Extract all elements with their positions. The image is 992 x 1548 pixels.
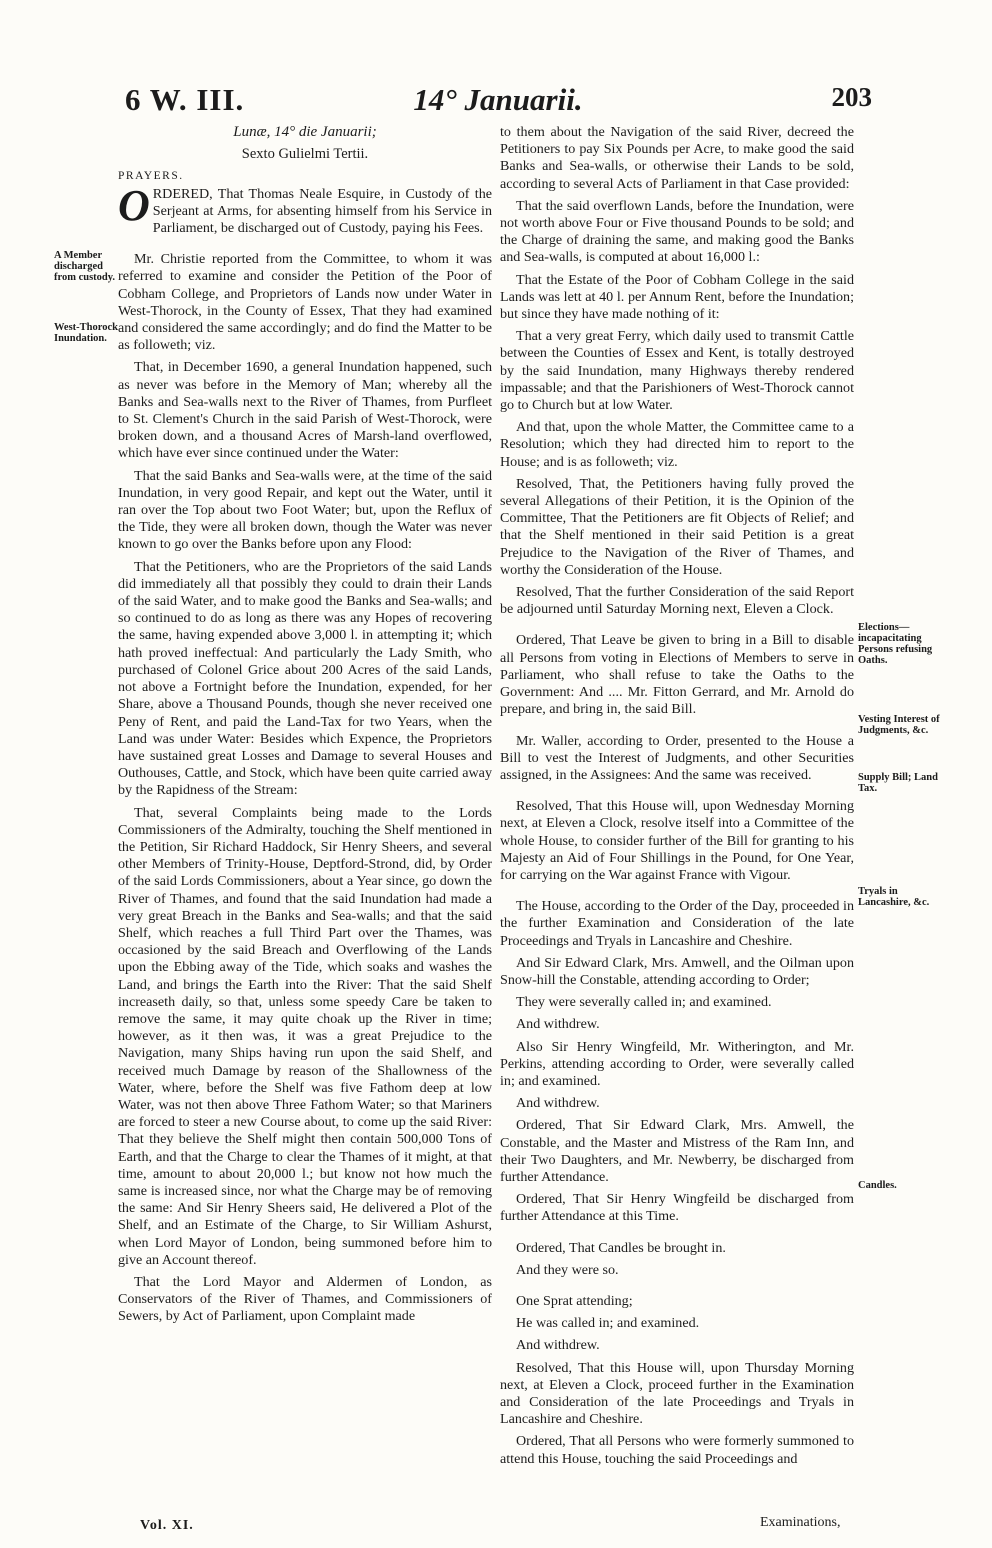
left-column: [118, 124, 492, 1331]
proceedings-paragraph: One Sprat attending;: [516, 1292, 633, 1309]
proceedings-paragraph: They were severally called in; and examined.: [516, 994, 772, 1011]
proceedings-paragraph: And withdrew.: [516, 1095, 600, 1112]
margin-note-supply: Supply Bill; Land Tax.: [858, 772, 938, 794]
report-paragraph: That the Estate of the Poor of Cobham College in the said Lands was lett at 40 l. per Annum Rent, before the Inundation; but since they have made nothing of it:: [500, 271, 854, 323]
report-paragraph: That, several Complaints being made to the Lords Commissioners of the Admiralty, touching the Shelf mentioned in the Petition, Sir Richard Haddock, Sir Henry Sheers, and several other Members of Trinity-House, Deptford-Strond, did, by Order of the said Lords Commissioners, about a Year since, go down the River of Thames, and found that the said Inundation had made a very great Breach in the Banks and Sea-walls; and that the said Shelf, which reaches a full Third Part over the Thames, was occasioned by the said Breach and Overflowing of the Lands upon the Ebbing away of the Tide, which soaks and washes the Land, and brings the Earth into the River: That the said Shelf increaseth daily, so that, unless some speedy Care be taken to remove the same, it may quite choak up the River in time; however, as it then was, it was a great Prejudice to the Navigation, many Ships having run upon the said Shelf, and received much Damage by reason of the Shallowness of the Water, where, before the Shelf was five Fathom deep at low Water, was not then above Three Fathom Water; so that Mariners are forced to steer a new Course about, to come up the said River: That they believe the Shelf might then contain 500,000 Tons of Earth, and that the Charge to clear the Thames of it might, at that time, amount to about 20,000 l.; but know not how much the same is increased since, nor what the Charge may be of removing the same: And Sir Henry Sheers said, He delivered a Plot of the Shelf, and an Estimate of the Charge, to Sir William Ashurst, when Lord Mayor of London, being summoned before him to give an Account thereof.: [118, 804, 492, 1268]
margin-note-tryals: Tryals in Lancashire, &c.: [858, 886, 930, 908]
proceedings-paragraph: And withdrew.: [516, 1016, 600, 1033]
proceedings-paragraph: And they were so.: [516, 1261, 619, 1278]
resolution-paragraph: Resolved, That this House will, upon Thursday Morning next, at Eleven a Clock, proceed further in the Examination and Consideration of the late Proceedings and Tryals in Lancashire and Cheshire.: [500, 1359, 854, 1428]
margin-note-candles: Candles.: [858, 1180, 897, 1191]
running-head-reign: 6 W. III.: [125, 82, 245, 117]
proceedings-paragraph: And Sir Edward Clark, Mrs. Amwell, and the Oilman upon Snow-hill the Constable, attending according to Order;: [500, 954, 854, 988]
report-paragraph: That the said Banks and Sea-walls were, at the time of the said Inundation, in very good Repair, and kept out the Water, until it ran over the Top about two Foot Water; but, upon the Reflux of the Tide, they were all broken down, though the Water was never known to go over the Banks before upon any Flood:: [118, 467, 492, 553]
margin-note-vesting: Vesting Interest of Judgments, &c.: [858, 714, 940, 736]
order-paragraph: Ordered, That all Persons who were formerly summoned to attend this House, touching the said Proceedings and: [500, 1433, 854, 1467]
order-paragraph: Ordered, That Candles be brought in.: [516, 1239, 726, 1256]
report-paragraph: That a very great Ferry, which daily used to transmit Cattle between the Counties of Essex and Kent, is totally destroyed by the said Inundation, many Highways thereby rendered impassable; and that the Parishioners of West-Thorock cannot go to Church but at low Water.: [500, 328, 854, 414]
running-head-date: 14° Januarii.: [413, 82, 583, 117]
report-paragraph: That, in December 1690, a general Inundation happened, such as never was before in the Memory of Man; whereby all the Banks and Sea-walls next to the River of Thames, from Purfleet to St. Clement's Church in the said Parish of West-Thorock, were broken down, and a thousand Acres of Marsh-land overflowed, which have ever since continued under the Water:: [118, 359, 492, 462]
bill-paragraph: Mr. Waller, according to Order, presented to the House a Bill to vest the Interest of Judgments, and other Securities assigned, in the Assignees: And the same was received.: [500, 732, 854, 783]
catchword: Examinations,: [760, 1515, 841, 1530]
proceedings-paragraph: And withdrew.: [516, 1337, 600, 1354]
margin-note-west-thorock: West-Thorock Inundation.: [54, 322, 118, 344]
report-paragraph: And that, upon the whole Matter, the Committee came to a Resolution; which they had directed him to report to the House; and is as followeth; viz.: [500, 419, 854, 470]
sitting-reign-line: Sexto Gulielmi Tertii.: [241, 146, 369, 163]
sitting-day: Lunæ, 14° die Januarii;: [233, 124, 377, 140]
drop-cap: O: [118, 180, 150, 230]
page-number: 203: [831, 82, 872, 112]
volume-signature: Vol. XI.: [140, 1518, 194, 1533]
report-paragraph: to them about the Navigation of the said River, decreed the Petitioners to pay Six Pounds per Acre, to make good the said Banks and Sea-walls, or otherwise their Lands to be sold, according to several Acts of Parliament in that Case provided:: [500, 124, 854, 192]
order-discharge-paragraph: [118, 180, 492, 238]
margin-note-elections: Elections—incapacitating Persons refusing Oaths.: [858, 622, 933, 666]
resolution-paragraph: Resolved, That the further Consideration of the said Report be adjourned until Saturday Morning next, Eleven a Clock.: [500, 584, 854, 618]
resolution-paragraph: Resolved, That this House will, upon Wednesday Morning next, at Eleven a Clock, resolve itself into a Committee of the whole House, to consider further of the Bill for granting to his Majesty an Aid of Four Shillings in the Pound, for One Year, for carrying on the War against France with Vigour.: [500, 798, 854, 883]
order-paragraph: Ordered, That Leave be given to bring in a Bill to disable all Persons from voting in Elections of Members to serve in Parliament, who shall refuse to take the Oaths to the Government: And .... Mr. Fitton Gerrard, and Mr. Arnold do prepare, and bring in, the said Bill.: [500, 632, 854, 718]
prayers-heading: PRAYERS.: [118, 170, 184, 183]
report-paragraph: Mr. Christie reported from the Committee, to whom it was referred to examine and consider the Petition of the Poor of Cobham College, and Proprietors of Lands now under Water in West-Thorock, in the County of Essex, That they had examined and considered the same accordingly; and do find the Matter to be as followeth; viz.: [118, 251, 492, 354]
report-paragraph: That the Petitioners, who are the Proprietors of the said Lands did immediately all that possibly they could to drain their Lands of the said Water, and to make good the Banks and Sea-walls; and so continued to do as long as there was any Hopes of recovering the same, having expended above 3,000 l. in attempting it; which hath proved ineffectual: And particularly the Lady Smith, who purchased of Colonel Grice about 200 Acres of the said Lands, not above a Fortnight before the Inundation, expended, for her Share, above a Thousand Pounds, though she never received one Peny of Rent, and paid the Land-Tax for two Years, when the Land was under Water: Besides which Expence, the Proprietors have sustained great Losses and Damage to several Houses and Outhouses, Cattle, and Stock, which have been quite carried away by the Rapidness of the Stream:: [118, 558, 492, 799]
resolution-paragraph: Resolved, That, the Petitioners having fully proved the several Allegations of their Petition, it is the Opinion of the Committee, That the Petitioners are fit Objects of Relief; and that the Shelf mentioned in their said Petition is a great Prejudice to the Navigation of the River of Thames, and worthy the Consideration of the House.: [500, 475, 854, 578]
report-paragraph: That the said overflown Lands, before the Inundation, were not worth above Four or Five thousand Pounds to be sold; and the Charge of draining the same, and making good the Banks and Sea-walls, is computed at about 16,000 l.:: [500, 197, 854, 266]
right-column: [500, 124, 854, 1473]
report-paragraph: That the Lord Mayor and Aldermen of London, as Conservators of the River of Thames, and Commissioners of Sewers, by Act of Parliament, upon Complaint made: [118, 1274, 492, 1325]
margin-note-member-discharged: A Member discharged from custody.: [54, 250, 116, 283]
order-paragraph: Ordered, That Sir Edward Clark, Mrs. Amwell, the Constable, and the Master and Mistress of the Ram Inn, and their Two Daughters, and Mr. Newberry, be discharged from further Attendance.: [500, 1117, 854, 1185]
paragraph-text: RDERED, That Thomas Neale Esquire, in Custody of the Serjeant at Arms, for absenting himself from his Service in Parliament, be discharged out of Custody, paying his Fees.: [152, 185, 492, 237]
proceedings-paragraph: The House, according to the Order of the Day, proceeded in the further Examination and Consideration of the late Proceedings and Tryals in Lancashire and Cheshire.: [500, 898, 854, 949]
proceedings-paragraph: Also Sir Henry Wingfeild, Mr. Witherington, and Mr. Perkins, attending according to Order, were severally called in; and examined.: [500, 1038, 854, 1089]
order-paragraph: Ordered, That Sir Henry Wingfeild be discharged from further Attendance at this Time.: [500, 1191, 854, 1225]
proceedings-paragraph: He was called in; and examined.: [516, 1315, 700, 1332]
